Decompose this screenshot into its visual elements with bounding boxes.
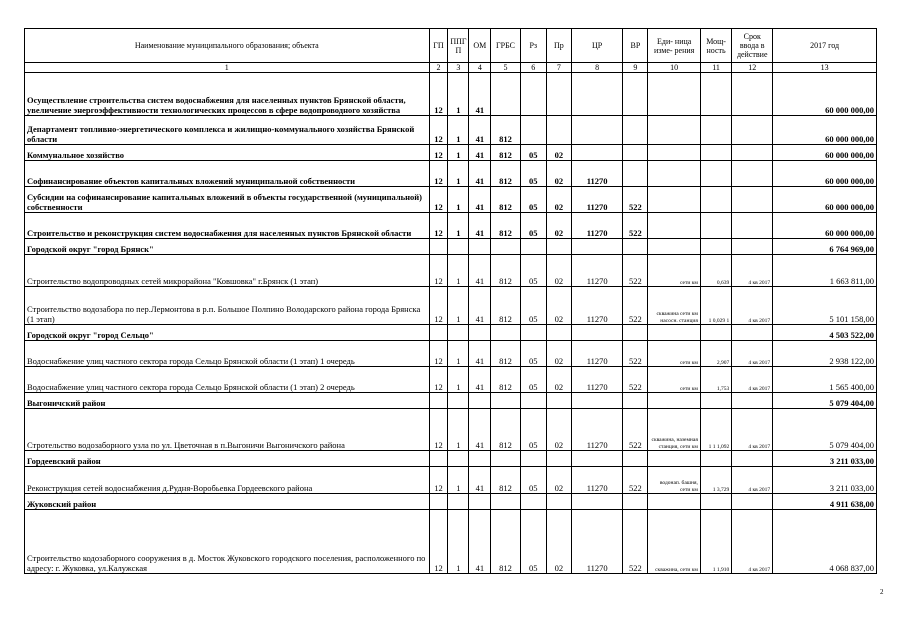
cell-power [700,451,731,467]
cell-name: Выгоничский район [25,393,430,409]
cell-vr [623,161,648,187]
cell-rz [520,451,546,467]
cell-term: 4 кв 2017 [732,409,773,451]
cell-om [469,325,491,341]
cell-ppg: 1 [448,213,469,239]
cell-power [700,213,731,239]
cell-grbs: 812 [491,145,520,161]
col-header-term: Срок ввода в действие [732,29,773,63]
cell-rz: 05 [520,341,546,367]
cell-power: 1 1 1,092 [700,409,731,451]
cell-rz: 05 [520,510,546,574]
cell-sum: 3 211 033,00 [773,451,877,467]
cell-pr: 02 [546,341,571,367]
col-header-grbs: ГРБС [491,29,520,63]
cell-term [732,187,773,213]
cell-unit: сети км [648,341,700,367]
cell-gp [429,451,448,467]
cell-gp: 12 [429,145,448,161]
cell-sum: 4 911 638,00 [773,494,877,510]
cell-cr [571,116,622,145]
cell-om [469,451,491,467]
cell-sum: 60 000 000,00 [773,73,877,116]
budget-table [24,28,877,574]
cell-name: Городской округ "город Брянск" [25,239,430,255]
cell-om: 41 [469,213,491,239]
col-header-unit: Еди- ница изме- рения [648,29,700,63]
cell-rz: 05 [520,255,546,287]
cell-rz: 05 [520,145,546,161]
cell-vr [623,494,648,510]
cell-term [732,494,773,510]
cell-gp: 12 [429,367,448,393]
cell-power [700,187,731,213]
table-row [25,239,877,255]
cell-sum: 60 000 000,00 [773,116,877,145]
cell-name: Строительство кодозаборного сооружения в д. Мосток Жуковского городского поселения, расположенного по адресу: г. Жуковка, ул.Калужская [25,510,430,574]
cell-gp: 12 [429,73,448,116]
cell-ppg: 1 [448,467,469,494]
cell-cr: 11270 [571,367,622,393]
cell-sum: 5 079 404,00 [773,409,877,451]
cell-om: 41 [469,73,491,116]
cell-rz: 05 [520,161,546,187]
col-number: 3 [448,63,469,73]
cell-sum: 60 000 000,00 [773,187,877,213]
cell-power [700,116,731,145]
cell-cr [571,73,622,116]
cell-cr [571,325,622,341]
col-header-power: Мощ- ность [700,29,731,63]
cell-om [469,239,491,255]
cell-vr [623,145,648,161]
cell-om: 41 [469,255,491,287]
cell-ppg: 1 [448,187,469,213]
cell-term: 4 кв 2017 [732,287,773,325]
cell-vr: 522 [623,255,648,287]
cell-name: Строительство водопроводных сетей микрорайона "Ковшовка" г.Брянск (1 этап) [25,255,430,287]
col-header-om: ОМ [469,29,491,63]
cell-gp: 12 [429,187,448,213]
cell-vr [623,325,648,341]
cell-ppg: 1 [448,73,469,116]
header-row [25,29,877,63]
cell-pr [546,393,571,409]
cell-unit [648,73,700,116]
cell-name: Жуковский район [25,494,430,510]
col-header-name: Наименование муниципального образования; объекта [25,29,430,63]
cell-ppg: 1 [448,161,469,187]
cell-ppg: 1 [448,145,469,161]
cell-term [732,239,773,255]
cell-vr: 522 [623,510,648,574]
table-row [25,161,877,187]
cell-pr [546,451,571,467]
cell-grbs [491,239,520,255]
cell-cr: 11270 [571,161,622,187]
cell-pr: 02 [546,145,571,161]
cell-name: Водоснабжение улиц частного сектора города Сельцо Брянской области (1 этап) 1 очередь [25,341,430,367]
cell-rz [520,116,546,145]
cell-unit [648,494,700,510]
cell-unit: сети км [648,367,700,393]
cell-sum: 1 663 811,00 [773,255,877,287]
cell-name: Стротельство водозаборного узла по ул. Цветочная в п.Выгоничи Выгоничского района [25,409,430,451]
column-number-row [25,63,877,73]
table-row [25,341,877,367]
cell-cr: 11270 [571,510,622,574]
cell-vr: 522 [623,341,648,367]
cell-ppg: 1 [448,287,469,325]
cell-sum: 3 211 033,00 [773,467,877,494]
cell-grbs: 812 [491,510,520,574]
cell-grbs [491,393,520,409]
col-number: 4 [469,63,491,73]
cell-ppg: 1 [448,510,469,574]
table-row [25,467,877,494]
cell-grbs: 812 [491,161,520,187]
cell-gp [429,239,448,255]
cell-unit [648,161,700,187]
cell-term: 4 кв 2017 [732,341,773,367]
cell-om: 41 [469,510,491,574]
cell-pr: 02 [546,287,571,325]
cell-vr [623,451,648,467]
col-number: 8 [571,63,622,73]
cell-unit [648,116,700,145]
cell-pr: 02 [546,409,571,451]
cell-power [700,239,731,255]
cell-gp: 12 [429,161,448,187]
table-row [25,451,877,467]
cell-unit [648,451,700,467]
table-row [25,73,877,116]
cell-name: Софинансирование объектов капитальных вложений муниципальной собственности [25,161,430,187]
cell-term: 4 кв 2017 [732,467,773,494]
cell-vr: 522 [623,187,648,213]
cell-cr: 11270 [571,213,622,239]
cell-pr: 02 [546,187,571,213]
cell-cr [571,494,622,510]
col-header-ppg: ППГ П [448,29,469,63]
cell-grbs: 812 [491,409,520,451]
col-header-gp: ГП [429,29,448,63]
col-number: 11 [700,63,731,73]
cell-pr: 02 [546,255,571,287]
col-number: 7 [546,63,571,73]
cell-sum: 1 565 400,00 [773,367,877,393]
cell-unit [648,213,700,239]
cell-cr: 11270 [571,287,622,325]
col-number: 2 [429,63,448,73]
cell-gp: 12 [429,255,448,287]
cell-power [700,494,731,510]
table-row [25,255,877,287]
cell-grbs: 812 [491,255,520,287]
cell-name: Осуществление строительства систем водоснабжения для населенных пунктов Брянской области, увеличение энергоэффективности технологических процессов в сфере водопроводного хозяйства [25,73,430,116]
cell-term [732,161,773,187]
cell-name: Реконструкция сетей водоснабжения д.Рудня-Воробьевка Гордеевского района [25,467,430,494]
cell-pr [546,116,571,145]
cell-grbs: 812 [491,213,520,239]
col-header-year: 2017 год [773,29,877,63]
cell-cr: 11270 [571,341,622,367]
cell-unit [648,325,700,341]
cell-term [732,116,773,145]
cell-ppg: 1 [448,367,469,393]
cell-grbs: 812 [491,116,520,145]
cell-pr: 02 [546,161,571,187]
col-header-cr: ЦР [571,29,622,63]
cell-pr: 02 [546,510,571,574]
cell-name: Гордеевский район [25,451,430,467]
page-number: 2 [880,588,884,596]
cell-name: Строительство водозабора по пер.Лермонтова в р.п. Большое Полпино Володарского района города Брянска (1 этап) [25,287,430,325]
cell-ppg: 1 [448,255,469,287]
cell-term: 4 кв 2017 [732,255,773,287]
cell-pr [546,239,571,255]
cell-power: 1 3,729 [700,467,731,494]
cell-unit: скважина сети км насосн. станция [648,287,700,325]
cell-ppg [448,393,469,409]
col-number: 12 [732,63,773,73]
cell-om [469,393,491,409]
cell-power [700,73,731,116]
cell-gp [429,325,448,341]
cell-name: Городской округ "город Сельцо" [25,325,430,341]
cell-name: Коммунальное хозяйство [25,145,430,161]
cell-vr [623,393,648,409]
cell-rz [520,73,546,116]
cell-grbs [491,325,520,341]
table-row [25,494,877,510]
cell-om: 41 [469,145,491,161]
cell-rz [520,393,546,409]
col-number: 13 [773,63,877,73]
cell-cr [571,239,622,255]
cell-unit [648,145,700,161]
cell-term [732,213,773,239]
col-header-vr: ВР [623,29,648,63]
cell-gp [429,494,448,510]
cell-om: 41 [469,161,491,187]
cell-vr [623,73,648,116]
cell-om: 41 [469,116,491,145]
cell-rz: 05 [520,187,546,213]
cell-sum: 4 068 837,00 [773,510,877,574]
cell-term [732,325,773,341]
cell-grbs [491,494,520,510]
cell-sum: 60 000 000,00 [773,161,877,187]
cell-name: Субсидии на софинансирование капитальных вложений в объекты государственной (муниципальной) собственности [25,187,430,213]
cell-unit: водонап. башня, сети км [648,467,700,494]
cell-rz: 05 [520,367,546,393]
cell-rz: 05 [520,467,546,494]
cell-power: 2,907 [700,341,731,367]
cell-grbs [491,451,520,467]
cell-name: Строительство и реконструкция систем водоснабжения для населенных пунктов Брянской области [25,213,430,239]
cell-unit: сети км [648,255,700,287]
cell-cr: 11270 [571,187,622,213]
cell-grbs: 812 [491,187,520,213]
col-number: 5 [491,63,520,73]
cell-name: Департамент топливно-энергетического комплекса и жилищно-коммунального хозяйства Брянской области [25,116,430,145]
cell-unit: скважина, наземная станция, сети км [648,409,700,451]
cell-rz: 05 [520,287,546,325]
cell-cr: 11270 [571,255,622,287]
cell-om [469,494,491,510]
cell-power: 1 1,910 [700,510,731,574]
cell-power [700,161,731,187]
cell-om: 41 [469,341,491,367]
cell-term [732,145,773,161]
cell-om: 41 [469,409,491,451]
cell-rz [520,494,546,510]
col-number: 6 [520,63,546,73]
cell-om: 41 [469,187,491,213]
table-row [25,145,877,161]
table-row [25,367,877,393]
cell-unit: скважина, сети км [648,510,700,574]
cell-sum: 6 764 969,00 [773,239,877,255]
cell-term [732,73,773,116]
cell-ppg [448,494,469,510]
cell-cr [571,145,622,161]
cell-pr [546,73,571,116]
cell-vr: 522 [623,213,648,239]
cell-vr: 522 [623,367,648,393]
cell-ppg [448,325,469,341]
table-row [25,325,877,341]
cell-ppg: 1 [448,409,469,451]
cell-sum: 60 000 000,00 [773,145,877,161]
cell-term: 4 кв 2017 [732,510,773,574]
cell-gp: 12 [429,213,448,239]
cell-vr [623,239,648,255]
table-row [25,393,877,409]
cell-gp: 12 [429,467,448,494]
cell-term: 4 кв 2017 [732,367,773,393]
cell-term [732,451,773,467]
cell-om: 41 [469,467,491,494]
cell-grbs: 812 [491,341,520,367]
cell-grbs [491,73,520,116]
cell-cr [571,393,622,409]
cell-om: 41 [469,287,491,325]
table-row [25,116,877,145]
col-number: 10 [648,63,700,73]
cell-sum: 60 000 000,00 [773,213,877,239]
table-row [25,409,877,451]
cell-vr [623,116,648,145]
cell-grbs: 812 [491,287,520,325]
cell-rz: 05 [520,213,546,239]
cell-pr [546,494,571,510]
col-number: 9 [623,63,648,73]
cell-cr [571,451,622,467]
cell-ppg: 1 [448,341,469,367]
cell-pr: 02 [546,467,571,494]
cell-vr: 522 [623,409,648,451]
cell-gp [429,393,448,409]
cell-vr: 522 [623,467,648,494]
col-header-pr: Пр [546,29,571,63]
cell-ppg: 1 [448,116,469,145]
cell-power: 1 0,029 1 [700,287,731,325]
cell-sum: 2 938 122,00 [773,341,877,367]
cell-ppg [448,451,469,467]
cell-power [700,393,731,409]
cell-sum: 5 079 404,00 [773,393,877,409]
col-number: 1 [25,63,430,73]
cell-cr: 11270 [571,409,622,451]
cell-gp: 12 [429,287,448,325]
cell-rz [520,239,546,255]
cell-sum: 4 503 522,00 [773,325,877,341]
cell-grbs: 812 [491,467,520,494]
cell-sum: 5 101 158,00 [773,287,877,325]
cell-grbs: 812 [491,367,520,393]
cell-term [732,393,773,409]
cell-unit [648,187,700,213]
cell-pr: 02 [546,213,571,239]
cell-power [700,145,731,161]
cell-unit [648,239,700,255]
cell-power: 0,639 [700,255,731,287]
cell-name: Водоснабжение улиц частного сектора города Сельцо Брянской области (1 этап) 2 очередь [25,367,430,393]
cell-gp: 12 [429,409,448,451]
cell-om: 41 [469,367,491,393]
col-header-rz: Рз [520,29,546,63]
cell-pr [546,325,571,341]
cell-rz [520,325,546,341]
cell-ppg [448,239,469,255]
cell-gp: 12 [429,341,448,367]
table-row [25,510,877,574]
cell-gp: 12 [429,510,448,574]
cell-vr: 522 [623,287,648,325]
cell-cr: 11270 [571,467,622,494]
cell-power: 1,753 [700,367,731,393]
cell-gp: 12 [429,116,448,145]
table-row [25,287,877,325]
cell-unit [648,393,700,409]
cell-rz: 05 [520,409,546,451]
cell-power [700,325,731,341]
table-row [25,187,877,213]
cell-pr: 02 [546,367,571,393]
table-row [25,213,877,239]
